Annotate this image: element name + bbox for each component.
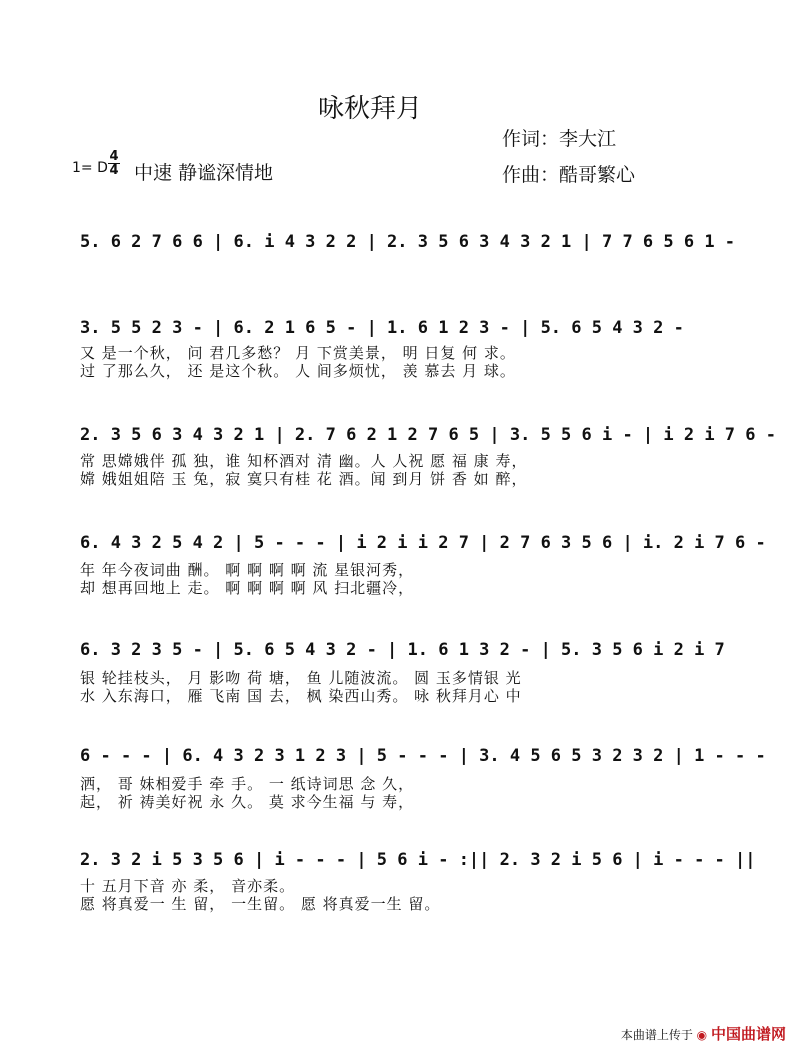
score-row-5-lyric-1: 银 轮挂枝头， 月 影吻 荷 塘， 鱼 儿随波流。 圆 玉多情银 光 xyxy=(80,669,522,687)
score-row-1-notes: 5. 6 2 7 6 6 | 6. i 4 3 2 2 | 2. 3 5 6 3 4 3 2 1 | 7 7 6 5 6 1 - xyxy=(80,232,736,252)
score-row-5-lyric-2: 水 入东海口， 雁 飞南 国 去， 枫 染西山秀。 咏 秋拜月心 中 xyxy=(80,687,522,705)
score-row-5-notes: 6. 3 2 3 5 - | 5. 6 5 4 3 2 - | 1. 6 1 3 2 - | 5. 3 5 6 i 2 i 7 xyxy=(80,640,725,660)
time-signature: $\frac{4}{4}$ xyxy=(109,149,119,178)
composer: 作曲：酷哥繁心 xyxy=(502,164,636,186)
brand-logo-icon: ◉ xyxy=(696,1028,708,1042)
site-brand[interactable]: 中国曲谱网 xyxy=(710,1025,786,1043)
score-row-7-lyric-2: 愿 将真爱一 生 留， 一生留。 愿 将真爱一生 留。 xyxy=(80,895,441,913)
score-row-4-lyric-2: 却 想再回地上 走。 啊 啊 啊 啊 风 扫北疆冷， xyxy=(80,579,415,597)
key-signature: 1= D xyxy=(72,160,108,176)
score-row-7-notes: 2. 3 2 i 5 3 5 6 | i - - - | 5 6 i - :|| 2. 3 2 i 5 6 | i - - - || xyxy=(80,850,756,870)
score-row-6-lyric-1: 洒， 哥 妹相爱手 牵 手。 一 纸诗词思 念 久， xyxy=(80,775,415,793)
upload-credit: 本曲谱上传于 ◉ 中国曲谱网 xyxy=(620,1025,786,1043)
score-row-4-lyric-1: 年 年今夜词曲 酬。 啊 啊 啊 啊 流 星银河秀， xyxy=(80,561,415,579)
score-row-3-lyric-1: 常 思嫦娥伴 孤 独，谁 知杯酒对 清 幽。人 人祝 愿 福 康 寿， xyxy=(80,452,528,470)
score-row-6-notes: 6 - - - | 6. 4 3 2 3 1 2 3 | 5 - - - | 3. 4 5 6 5 3 2 3 2 | 1 - - - xyxy=(80,746,766,766)
score-row-4-notes: 6. 4 3 2 5 4 2 | 5 - - - | i 2 i i 2 7 | 2 7 6 3 5 6 | i. 2 i 7 6 - xyxy=(80,533,766,553)
page-title: 咏秋拜月 xyxy=(317,94,422,124)
lyricist: 作词：李大江 xyxy=(502,128,617,150)
score-row-6-lyric-2: 起， 祈 祷美好祝 永 久。 莫 求今生福 与 寿， xyxy=(80,793,415,811)
score-row-2-lyric-2: 过 了那么久， 还 是这个秋。 人 间多烦忧， 羡 慕去 月 球。 xyxy=(80,362,516,380)
score-row-3-notes: 2. 3 5 6 3 4 3 2 1 | 2. 7 6 2 1 2 7 6 5 | 3. 5 5 6 i - | i 2 i 7 6 - xyxy=(80,425,776,445)
score-row-2-notes: 3. 5 5 2 3 - | 6. 2 1 6 5 - | 1. 6 1 2 3 - | 5. 6 5 4 3 2 - xyxy=(80,318,684,338)
score-row-7-lyric-1: 十 五月下音 亦 柔， 音亦柔。 xyxy=(80,877,296,895)
score-row-3-lyric-2: 嫦 娥姐姐陪 玉 兔，寂 寞只有桂 花 酒。闻 到月 饼 香 如 醉， xyxy=(80,470,528,488)
score-row-2-lyric-1: 又 是一个秋， 问 君几多愁？ 月 下赏美景， 明 日复 何 求。 xyxy=(80,344,516,362)
tempo-marking: 中速 静谧深情地 xyxy=(134,162,274,184)
